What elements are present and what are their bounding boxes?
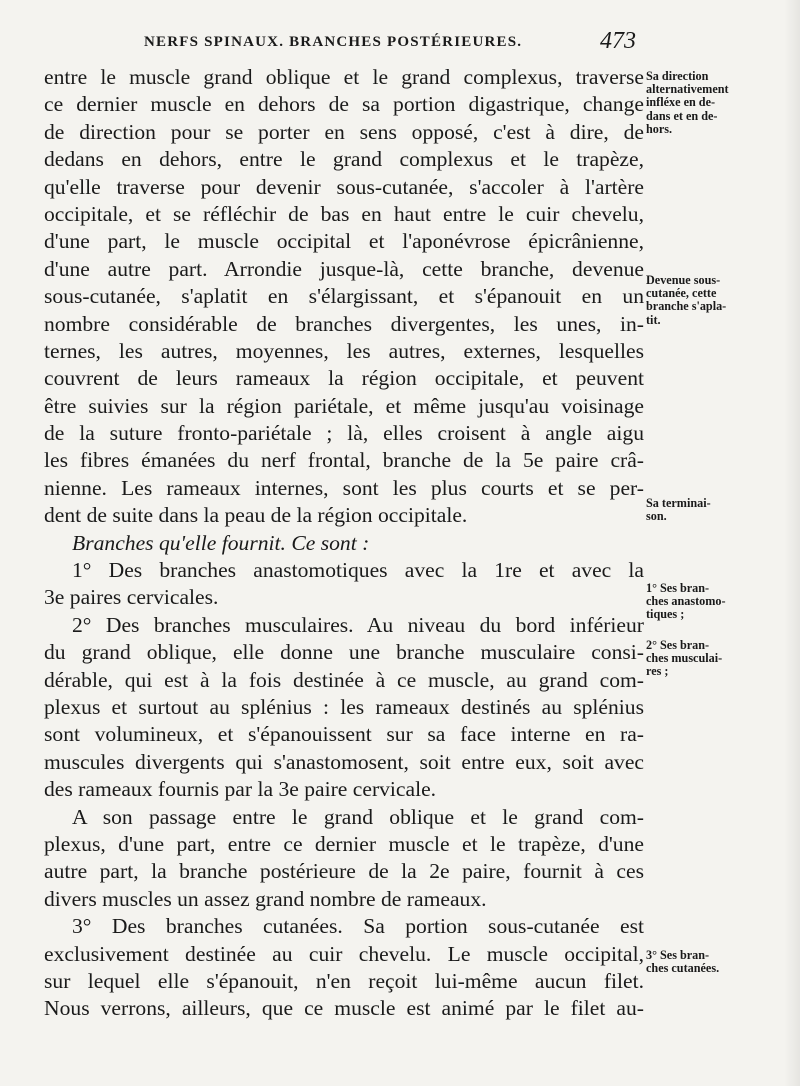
margin-note-line: alternativement bbox=[646, 82, 729, 97]
text-line: plexus, d'une part, entre ce dernier muscle et le trapèze, d'une bbox=[44, 831, 644, 856]
margin-note-line: branche s'apla- bbox=[646, 299, 727, 314]
margin-note-line: dans et en de- bbox=[646, 108, 718, 123]
text-line: nombre considérable de branches divergentes, les unes, in- bbox=[44, 311, 644, 336]
margin-note-line: ches musculai- bbox=[646, 651, 723, 666]
margin-note-line: ches anastomo- bbox=[646, 594, 726, 609]
text-line: sous-cutanée, s'aplatit en s'élargissant, et s'épanouit en un bbox=[44, 284, 644, 309]
text-line: de direction pour se porter en sens opposé, c'est à dire, de bbox=[44, 119, 644, 144]
margin-note-cutanees bbox=[646, 949, 776, 975]
text-line: couvrent de leurs rameaux la région occipitale, et peuvent bbox=[44, 366, 644, 391]
margin-note-line: Sa direction bbox=[646, 69, 709, 83]
text-line: muscules divergents qui s'anastomosent, soit entre eux, soit avec bbox=[44, 749, 644, 774]
main-text bbox=[44, 64, 644, 1023]
text-line: exclusivement destinée au cuir chevelu. Le muscle occipital, bbox=[44, 941, 644, 966]
margin-note-line: cutanée, cette bbox=[646, 286, 717, 301]
text-line: des rameaux fournis par la 3e paire cervicale. bbox=[44, 777, 437, 802]
text-line: sur lequel elle s'épanouit, n'en reçoit lui-même aucun filet. bbox=[44, 968, 644, 993]
margin-note-line: hors. bbox=[646, 121, 673, 136]
margin-note-line: infléxe en de- bbox=[646, 95, 716, 110]
text-line: divers muscles un assez grand nombre de rameaux. bbox=[44, 886, 487, 911]
text-line: dent de suite dans la peau de la région occipitale. bbox=[44, 503, 468, 528]
text-line: du grand oblique, elle donne une branche musculaire consi- bbox=[44, 640, 644, 665]
text-line: plexus et surtout au splénius : les rameaux destinés au splénius bbox=[44, 694, 644, 719]
margin-note-line: 3° Ses bran- bbox=[646, 948, 710, 962]
margin-note-line: res ; bbox=[646, 664, 669, 679]
text-line: 3° Des branches cutanées. Sa portion sous-cutanée est bbox=[72, 914, 644, 939]
text-line: sont volumineux, et s'épanouissent sur sa face interne en ra- bbox=[44, 722, 644, 747]
text-line: ce dernier muscle en dehors de sa portion digastrique, change bbox=[44, 92, 644, 117]
text-line: qu'elle traverse pour devenir sous-cutanée, s'accoler à l'artère bbox=[44, 174, 644, 199]
page-edge-shadow bbox=[784, 0, 800, 1086]
margin-note-musculaires bbox=[646, 639, 776, 679]
text-line: les fibres émanées du nerf frontal, branche de la 5e paire crâ- bbox=[44, 448, 644, 473]
header-title: NERFS SPINAUX. BRANCHES POSTÉRIEURES. bbox=[144, 34, 523, 50]
text-line: Nous verrons, ailleurs, que ce muscle est animé par le filet au- bbox=[44, 996, 644, 1021]
margin-note-terminaison bbox=[646, 497, 776, 523]
margin-note-line: 1° Ses bran- bbox=[646, 581, 710, 595]
text-line: d'une autre part. Arrondie jusque-là, cette branche, devenue bbox=[44, 256, 644, 281]
margin-note-devenue bbox=[646, 274, 776, 327]
margin-note-line: son. bbox=[646, 509, 667, 524]
text-line: autre part, la branche postérieure de la 2e paire, fournit à ces bbox=[44, 859, 644, 884]
text-line: 2° Des branches musculaires. Au niveau du bord inférieur bbox=[72, 612, 644, 637]
text-line: A son passage entre le grand oblique et le grand com- bbox=[72, 804, 644, 829]
margin-note-line: Sa terminai- bbox=[646, 496, 711, 510]
margin-note-anastomotiques bbox=[646, 582, 776, 622]
section-heading: Branches qu'elle fournit. Ce sont : bbox=[72, 530, 370, 555]
text-line: ternes, les autres, moyennes, les autres, externes, lesquelles bbox=[44, 338, 644, 363]
text-line: occipitale, et se réfléchir de bas en haut entre le cuir chevelu, bbox=[44, 201, 644, 226]
margin-note-line: ches cutanées. bbox=[646, 961, 720, 976]
margin-note-line: 2° Ses bran- bbox=[646, 638, 710, 652]
text-line: 3e paires cervicales. bbox=[44, 585, 219, 610]
margin-note-line: tit. bbox=[646, 312, 661, 327]
text-line: être suivies sur la région pariétale, et même jusqu'au voisinage bbox=[44, 393, 644, 418]
text-line: entre le muscle grand oblique et le grand complexus, traverse bbox=[44, 65, 644, 89]
margin-note-line: Devenue sous- bbox=[646, 273, 721, 287]
text-line: dérable, qui est à la fois destinée à ce muscle, au grand com- bbox=[44, 667, 644, 692]
text-line: d'une part, le muscle occipital et l'aponévrose épicrânienne, bbox=[44, 229, 644, 254]
running-header bbox=[48, 28, 638, 58]
page-number: 473 bbox=[600, 28, 636, 54]
margin-note-line: tiques ; bbox=[646, 607, 685, 622]
margin-note-direction bbox=[646, 70, 776, 136]
text-line: de la suture fronto-pariétale ; là, elles croisent à angle aigu bbox=[44, 421, 644, 446]
text-line: 1° Des branches anastomotiques avec la 1re et avec la bbox=[72, 558, 644, 583]
text-line: nienne. Les rameaux internes, sont les plus courts et se per- bbox=[44, 475, 644, 500]
text-line: dedans en dehors, entre le grand complexus et le trapèze, bbox=[44, 147, 644, 172]
